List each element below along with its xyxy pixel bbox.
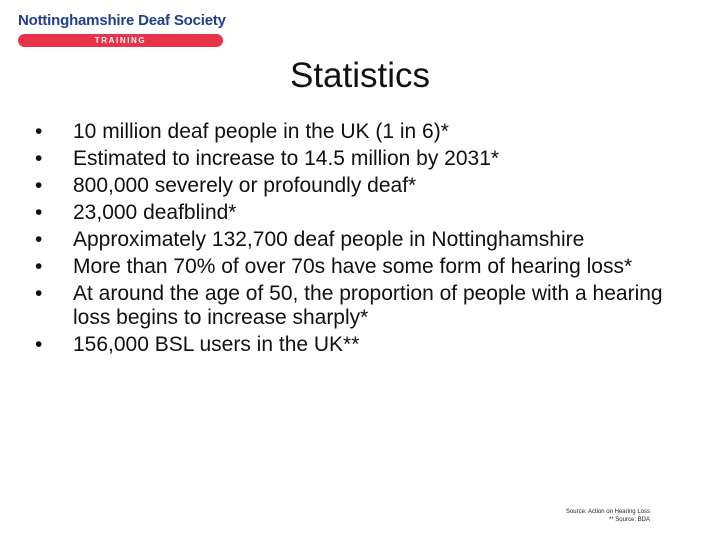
bullet-icon: • [35,201,43,224]
bullet-icon: • [35,228,43,251]
list-item [35,174,675,198]
list-item-text: 800,000 severely or profoundly deaf* [73,174,417,197]
list-item [35,228,675,252]
list-item [35,120,675,144]
source-note [566,508,650,524]
bullet-icon: • [35,174,43,197]
list-item [35,255,675,279]
source-line: Source: Action on Hearing Loss [565,509,650,515]
list-item-text: 156,000 BSL users in the UK** [73,333,360,356]
slide-title: Statistics [289,56,431,95]
bullet-icon: • [35,147,43,170]
bullet-icon: • [35,333,43,356]
list-item [35,147,675,171]
list-item-text: At around the age of 50, the proportion of people with a hearing loss begins to increase sharply* [73,282,663,329]
list-item [35,333,675,357]
bullet-icon: • [35,255,43,278]
bullet-icon: • [35,120,43,143]
statistics-list [35,120,675,360]
bullet-icon: • [35,282,43,305]
logo-title: Nottinghamshire Deaf Society [18,12,226,29]
list-item-text: 23,000 deafblind* [73,201,237,224]
source-line: ** Source: BDA [608,517,650,523]
list-item-text: Approximately 132,700 deaf people in Nottinghamshire [73,228,585,251]
logo-training-banner: TRAINING [18,34,223,47]
list-item [35,282,675,330]
list-item-text: Estimated to increase to 14.5 million by 2031* [73,147,500,170]
organization-logo [18,12,228,47]
list-item-text: More than 70% of over 70s have some form of hearing loss* [73,255,633,278]
list-item-text: 10 million deaf people in the UK (1 in 6)* [73,120,449,143]
list-item [35,201,675,225]
